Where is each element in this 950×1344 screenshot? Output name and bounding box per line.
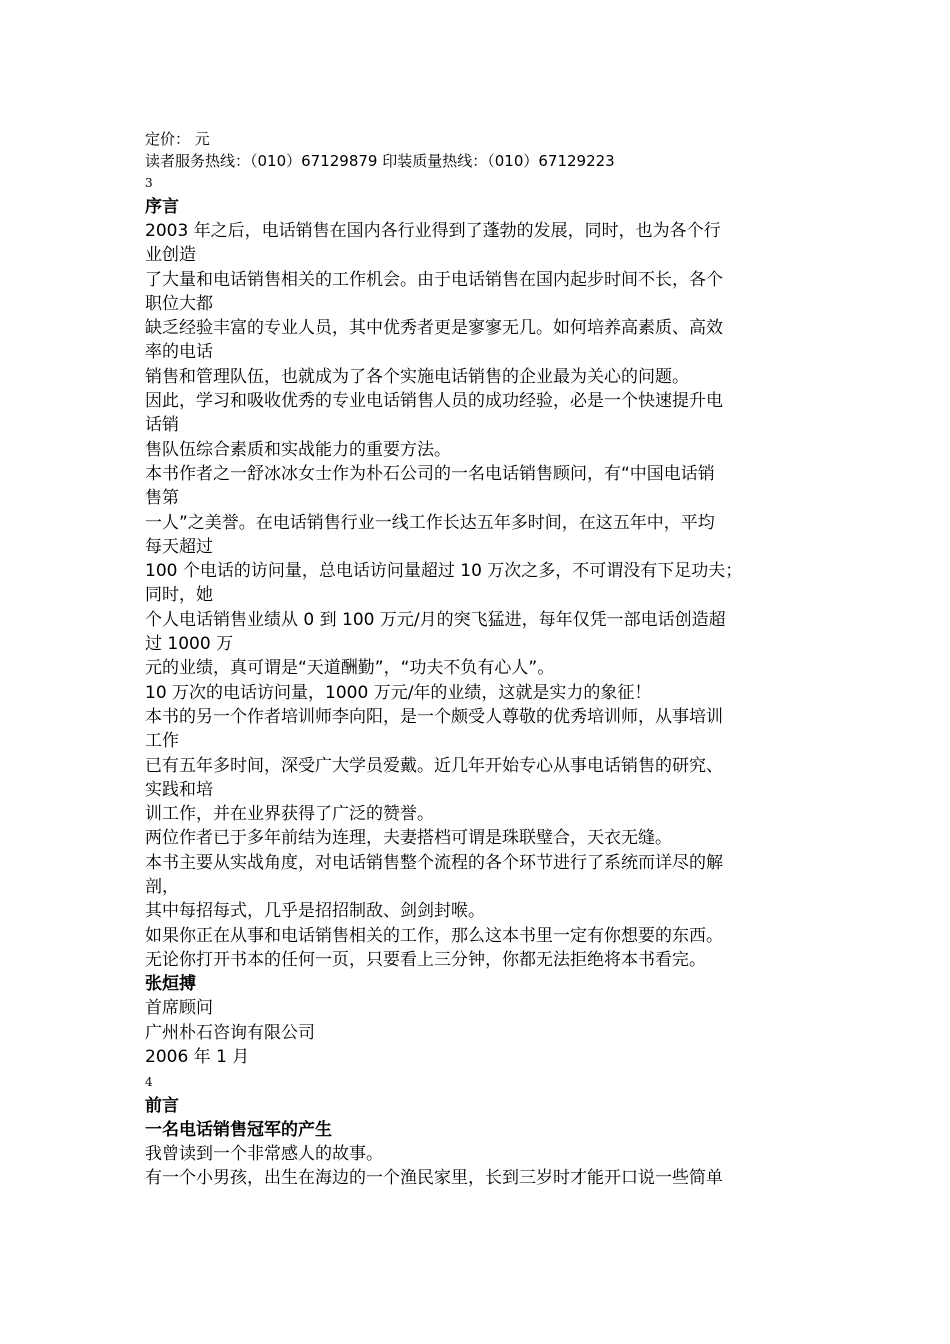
- signature-block: [145, 996, 805, 1069]
- preface-line: 100 个电话的访问量，总电话访问量超过 10 万次之多，不可谓没有下足功夫；: [145, 561, 743, 582]
- preface-line: 本书作者之一舒冰冰女士作为朴石公司的一名电话销售顾问，有“中国电话销: [145, 463, 715, 484]
- preface-line: 其中每招每式，几乎是招招制敌、剑剑封喉。: [145, 901, 485, 922]
- preface-line: 因此，学习和吸收优秀的专业电话销售人员的成功经验，必是一个快速提升电: [145, 391, 723, 412]
- preface-line: 两位作者已于多年前结为连理，夫妻搭档可谓是珠联璧合，天衣无缝。: [145, 828, 672, 849]
- preface-line: 每天超过: [145, 536, 213, 557]
- preface-line: 个人电话销售业绩从 0 到 100 万元/月的突飞猛进，每年仅凭一部电话创造超: [145, 609, 726, 630]
- preface-line: 过 1000 万: [145, 634, 234, 655]
- preface-line: 话销: [145, 415, 179, 436]
- preface-line: 率的电话: [145, 342, 213, 363]
- preface-line: 销售和管理队伍，也就成为了各个实施电话销售的企业最为关心的问题。: [145, 366, 689, 387]
- signature-date: 2006 年 1 月: [145, 1046, 250, 1067]
- preface-line: 工作: [145, 731, 179, 752]
- preface-line: 训工作，并在业界获得了广泛的赞誉。: [145, 804, 434, 825]
- preface-line: 职位大都: [145, 293, 213, 314]
- preface-body: [145, 219, 805, 972]
- signature-company: 广州朴石咨询有限公司: [145, 1022, 315, 1043]
- preface-line: 缺乏经验丰富的专业人员，其中优秀者更是寥寥无几。如何培养高素质、高效: [145, 318, 723, 339]
- preface-line: 售第: [145, 488, 179, 509]
- preface-line: 本书主要从实战角度，对电话销售整个流程的各个环节进行了系统而详尽的解: [145, 852, 723, 873]
- hotline-line: 读者服务热线：（010）67129879 印装质量热线：（010）67129223: [145, 152, 615, 170]
- page-number: 3: [145, 176, 153, 190]
- preface-line: 剖，: [145, 877, 179, 898]
- preface-line: 了大量和电话销售相关的工作机会。由于电话销售在国内起步时间不长，各个: [145, 269, 723, 290]
- preface-line: 本书的另一个作者培训师李向阳，是一个颇受人尊敬的优秀培训师，从事培训: [145, 706, 723, 727]
- signature-name: 张烜搏: [145, 974, 196, 995]
- foreword-body: [145, 1142, 805, 1191]
- preface-line: 售队伍综合素质和实战能力的重要方法。: [145, 439, 451, 460]
- document-page: [145, 128, 805, 1191]
- preface-line: 业创造: [145, 245, 196, 266]
- preface-line: 2003 年之后，电话销售在国内各行业得到了蓬勃的发展，同时，也为各个行: [145, 221, 721, 241]
- preface-title: 序言: [145, 197, 179, 217]
- foreword-line: 有一个小男孩，出生在海边的一个渔民家里，长到三岁时才能开口说一些简单: [145, 1168, 723, 1189]
- foreword-line: 我曾读到一个非常感人的故事。: [145, 1144, 383, 1165]
- preface-line: 实践和培: [145, 779, 213, 800]
- preface-line: 如果你正在从事和电话销售相关的工作，那么这本书里一定有你想要的东西。: [145, 925, 723, 946]
- page-number: 4: [145, 1075, 153, 1090]
- preface-line: 一人”之美誉。在电话销售行业一线工作长达五年多时间，在这五年中，平均: [145, 512, 715, 533]
- preface-line: 同时，她: [145, 585, 213, 606]
- preface-line: 元的业绩，真可谓是“天道酬勤”，“功夫不负有心人”。: [145, 658, 555, 679]
- preface-line: 已有五年多时间，深受广大学员爱戴。近几年开始专心从事电话销售的研究、: [145, 755, 723, 776]
- foreword-subtitle: 一名电话销售冠军的产生: [145, 1120, 332, 1141]
- foreword-title: 前言: [145, 1096, 179, 1117]
- signature-title: 首席顾问: [145, 998, 213, 1019]
- price-line: 定价： 元: [145, 130, 210, 148]
- preface-line: 10 万次的电话访问量，1000 万元/年的业绩，这就是实力的象征！: [145, 682, 652, 703]
- preface-line: 无论你打开书本的任何一页，只要看上三分钟，你都无法拒绝将本书看完。: [145, 949, 706, 970]
